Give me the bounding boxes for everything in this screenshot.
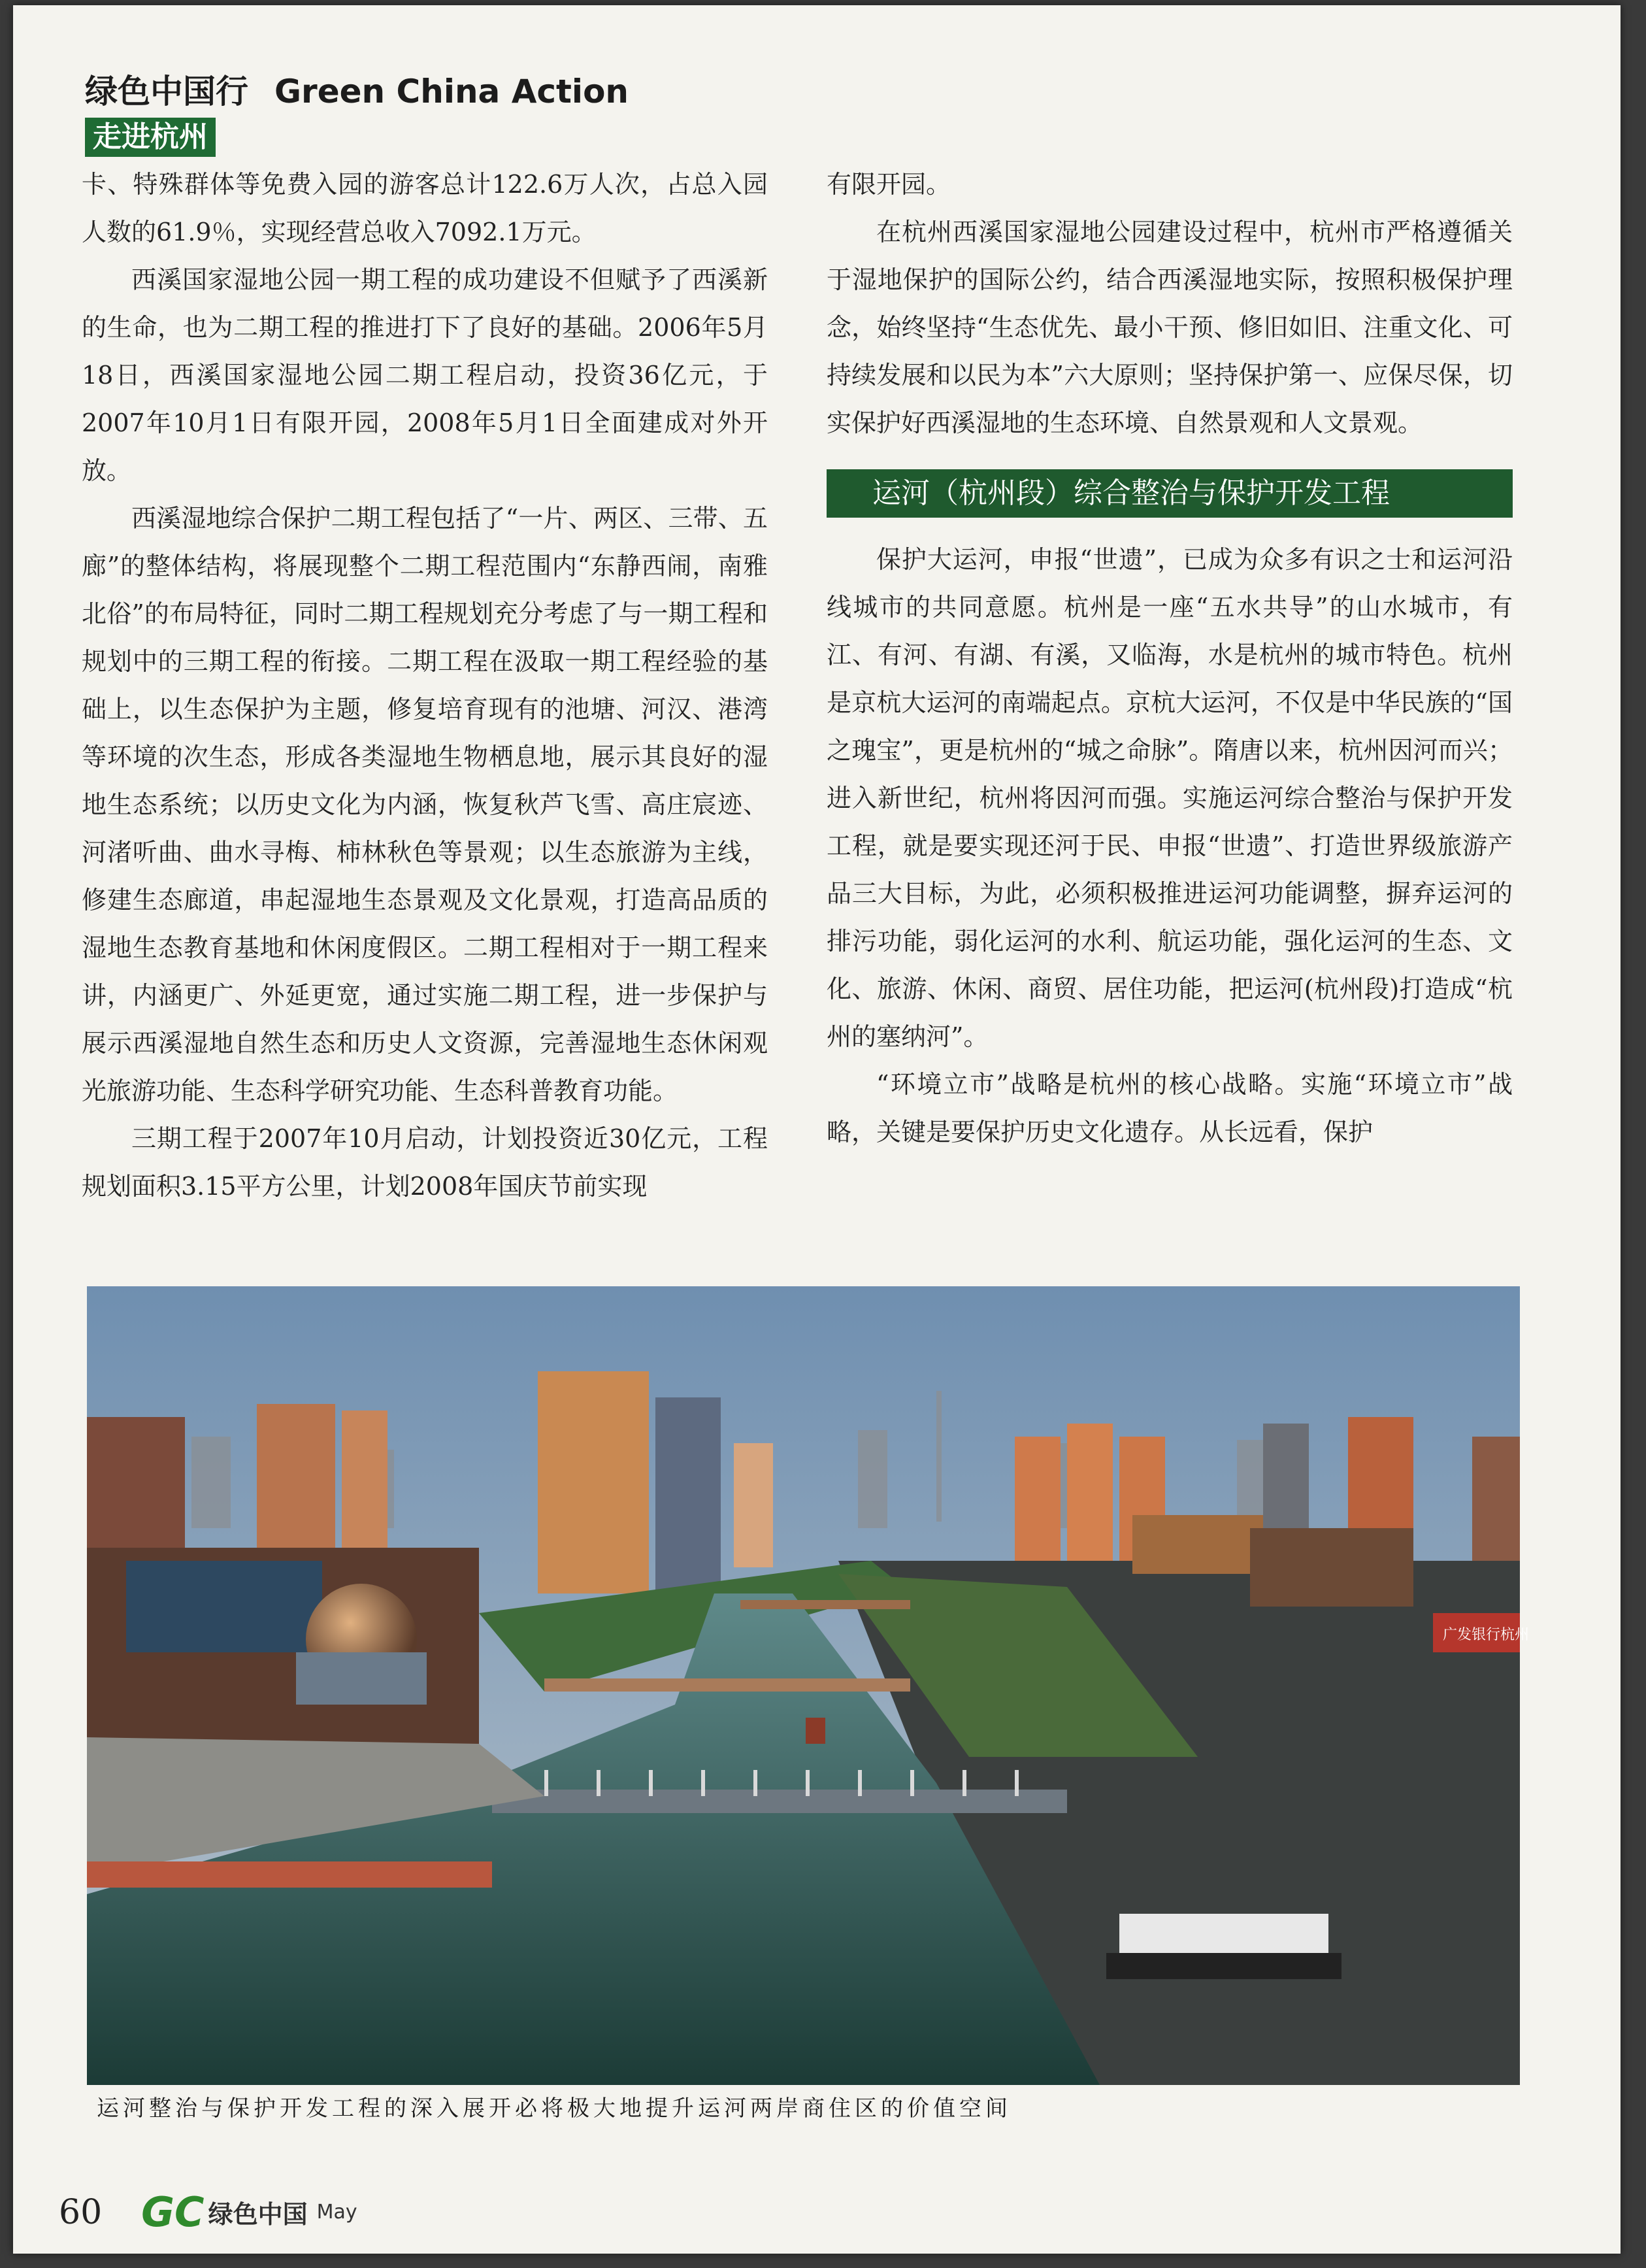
section-tag: 走进杭州 (85, 118, 216, 157)
canal-city-photo (87, 1286, 1530, 2085)
page-footer (59, 2188, 357, 2236)
magazine-logo: GC (141, 2188, 205, 2236)
series-title (85, 65, 629, 112)
paragraph: 保护大运河，申报“世遗”，已成为众多有识之士和运河沿线城市的共同意愿。杭州是一座“五水共导”的山水城市，有江、有河、有湖、有溪，又临海，水是杭州的城市特色。杭州是京杭大运河的南端起点。京杭大运河，不仅是中华民族的“国之瑰宝”，更是杭州的“城之命脉”。隋唐以来，杭州因河而兴；进入新世纪，杭州将因河而强。实施运河综合整治与保护开发工程，就是要实现还河于民、申报“世遗”、打造世界级旅游产品三大目标，为此，必须积极推进运河功能调整，摒弃运河的排污功能，弱化运河的水利、航运功能，强化运河的生态、文化、旅游、休闲、商贸、居住功能，把运河(杭州段)打造成“杭州的塞纳河”。 (827, 545, 1513, 1051)
photo-caption: 运河整治与保护开发工程的深入展开必将极大地提升运河两岸商住区的价值空间 (97, 2095, 1012, 2122)
paragraph: 有限开园。 (827, 170, 951, 199)
page-number: 60 (59, 2192, 103, 2232)
issue-month: May (316, 2201, 357, 2224)
series-title-en: Green China Action (274, 73, 629, 110)
paragraph: 西溪湿地综合保护二期工程包括了“一片、两区、三带、五廊”的整体结构，将展现整个二期工程范围内“东静西闹，南雅北俗”的布局特征，同时二期工程规划充分考虑了与一期工程和规划中的三期工程的衔接。二期工程在汲取一期工程经验的基础上，以生态保护为主题，修复培育现有的池塘、河汉、港湾等环境的次生态，形成各类湿地生物栖息地，展示其良好的湿地生态系统；以历史文化为内涵，恢复秋芦飞雪、高庄宸迹、河渚听曲、曲水寻梅、柿林秋色等景观；以生态旅游为主线，修建生态廊道，串起湿地生态景观及文化景观，打造高品质的湿地生态教育基地和休闲度假区。二期工程相对于一期工程来讲，内涵更广、外延更宽，通过实施二期工程，进一步保护与展示西溪湿地自然生态和历史人文资源，完善湿地生态休闲观光旅游功能、生态科学研究功能、生态科普教育功能。 (82, 504, 768, 1105)
paragraph: 在杭州西溪国家湿地公园建设过程中，杭州市严格遵循关于湿地保护的国际公约，结合西溪湿地实际，按照积极保护理念，始终坚持“生态优先、最小干预、修旧如旧、注重文化、可持续发展和以民为本”六大原则；坚持保护第一、应保尽保，切实保护好西溪湿地的生态环境、自然景观和人文景观。 (827, 218, 1513, 437)
paragraph: “环境立市”战略是杭州的核心战略。实施“环境立市”战略，关键是要保护历史文化遗存。从长远看，保护 (827, 1070, 1513, 1146)
section-heading: 运河（杭州段）综合整治与保护开发工程 (827, 469, 1513, 518)
shop-sign: 广发银行杭州 (1443, 1627, 1530, 1643)
left-column (82, 161, 768, 1210)
paragraph: 卡、特殊群体等免费入园的游客总计122.6万人次，占总入园人数的61.9％，实现经营总收入7092.1万元。 (82, 170, 768, 246)
right-column (827, 161, 1513, 1156)
series-title-cn: 绿色中国行 (85, 73, 248, 110)
page-header (85, 65, 629, 157)
canal-city-illustration (87, 1286, 1530, 2085)
magazine-page (13, 5, 1621, 2254)
paragraph: 西溪国家湿地公园一期工程的成功建设不但赋予了西溪新的生命，也为二期工程的推进打下了良好的基础。2006年5月18日，西溪国家湿地公园二期工程启动，投资36亿元，于2007年10月1日有限开园，2008年5月1日全面建成对外开放。 (82, 265, 768, 485)
magazine-name: 绿色中国 (208, 2200, 308, 2229)
paragraph: 三期工程于2007年10月启动，计划投资近30亿元，工程规划面积3.15平方公里，计划2008年国庆节前实现 (82, 1124, 768, 1201)
